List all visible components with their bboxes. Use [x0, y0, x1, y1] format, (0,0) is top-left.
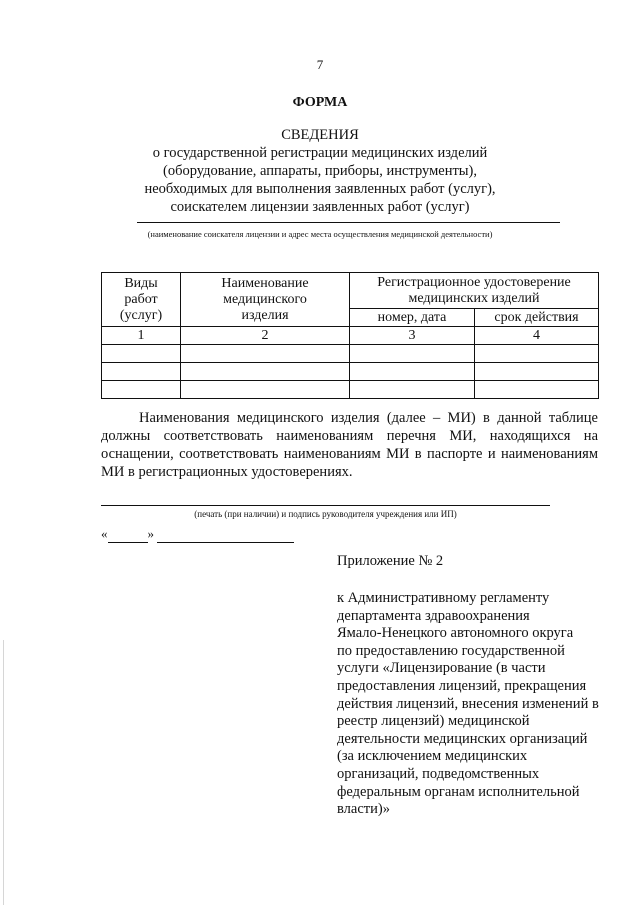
- heading-line: о государственной регистрации медицинских изделий: [152, 145, 488, 161]
- note-line: МИ в регистрационных удостоверениях.: [101, 464, 353, 480]
- annex-line: по предоставлению государственной: [337, 642, 565, 659]
- table-cell[interactable]: [181, 345, 350, 363]
- annex-line: услуги «Лицензирование (в части: [337, 660, 546, 677]
- header-text-line: медицинских изделий: [408, 290, 540, 306]
- header-text-line: изделия: [241, 307, 289, 323]
- table-cell[interactable]: [102, 363, 181, 381]
- table-cell[interactable]: [181, 381, 350, 399]
- table-row: [102, 345, 599, 363]
- table-cell[interactable]: [181, 363, 350, 381]
- document-heading: [0, 126, 640, 216]
- open-quote: «: [101, 526, 108, 541]
- annex-line: реестр лицензий) медицинской: [337, 713, 530, 730]
- annex-line: Ямало-Ненецкого автономного округа: [337, 625, 574, 642]
- note-line: должны соответствовать наименованиям перечня МИ, находящихся на: [101, 428, 598, 444]
- heading-line: СВЕДЕНИЯ: [281, 127, 359, 143]
- note-line: оснащении, соответствовать наименованиям МИ в паспорте и наименованиям: [101, 446, 598, 462]
- col-header-work-types: [102, 273, 181, 327]
- table-cell[interactable]: [350, 381, 475, 399]
- annex-line: к Административному регламенту: [337, 590, 550, 606]
- close-quote: »: [147, 526, 154, 541]
- header-text-line: Виды: [124, 275, 158, 291]
- table-row: [102, 381, 599, 399]
- table-cell[interactable]: [475, 363, 599, 381]
- col-header-device-name: [181, 273, 350, 327]
- col-header-validity: срок действия: [475, 309, 599, 327]
- annex-line: деятельности медицинских организаций: [337, 730, 588, 747]
- annex-line: власти)»: [337, 801, 390, 818]
- annex-line: действия лицензий, внесения изменений в: [337, 695, 599, 712]
- header-text-line: Регистрационное удостоверение: [377, 274, 571, 290]
- table-cell[interactable]: [102, 381, 181, 399]
- note-paragraph: [101, 409, 598, 481]
- col-header-number-date: номер, дата: [350, 309, 475, 327]
- heading-line: (оборудование, аппараты, приборы, инструменты),: [163, 163, 477, 179]
- header-text-line: (услуг): [119, 307, 163, 323]
- signature-caption: (печать (при наличии) и подпись руководителя учреждения или ИП): [194, 509, 457, 519]
- heading-line: соискателем лицензии заявленных работ (услуг): [170, 199, 470, 215]
- signature-fill-line[interactable]: [101, 505, 550, 506]
- heading-line: необходимых для выполнения заявленных работ (услуг),: [144, 181, 496, 197]
- column-number: 3: [350, 327, 475, 345]
- annex-line: департамента здравоохранения: [337, 607, 530, 624]
- applicant-caption: (наименование соискателя лицензии и адрес места осуществления медицинской деятельности): [147, 229, 493, 239]
- note-line: Наименования медицинского изделия (далее – МИ) в данной таблице: [139, 410, 598, 426]
- annex-line: (за исключением медицинских: [337, 748, 528, 765]
- header-text-line: работ: [124, 291, 158, 307]
- table-cell[interactable]: [475, 381, 599, 399]
- annex-line: организаций, подведомственных: [337, 765, 540, 782]
- table-cell[interactable]: [350, 345, 475, 363]
- applicant-fill-line[interactable]: [137, 222, 560, 223]
- col-header-registration-certificate: [350, 273, 599, 309]
- day-blank[interactable]: [108, 526, 148, 543]
- header-text-line: медицинского: [223, 291, 307, 307]
- form-title: ФОРМА: [292, 95, 348, 110]
- annex-line: предоставления лицензий, прекращения: [337, 677, 587, 694]
- column-number: 2: [181, 327, 350, 345]
- header-text-line: Наименование: [221, 275, 309, 291]
- month-year-blank[interactable]: [157, 526, 294, 543]
- annex-line: федеральным органам исполнительной: [337, 783, 580, 800]
- date-field: [101, 526, 294, 543]
- page-edge-shadow: [3, 640, 4, 905]
- page-number: 7: [316, 57, 324, 72]
- annex-title: Приложение № 2: [337, 553, 444, 569]
- table-row: [102, 363, 599, 381]
- table-cell[interactable]: [102, 345, 181, 363]
- annex-text: [337, 590, 599, 819]
- column-number: 4: [475, 327, 599, 345]
- registration-table: [101, 272, 599, 399]
- table-cell[interactable]: [475, 345, 599, 363]
- column-number: 1: [102, 327, 181, 345]
- table-cell[interactable]: [350, 363, 475, 381]
